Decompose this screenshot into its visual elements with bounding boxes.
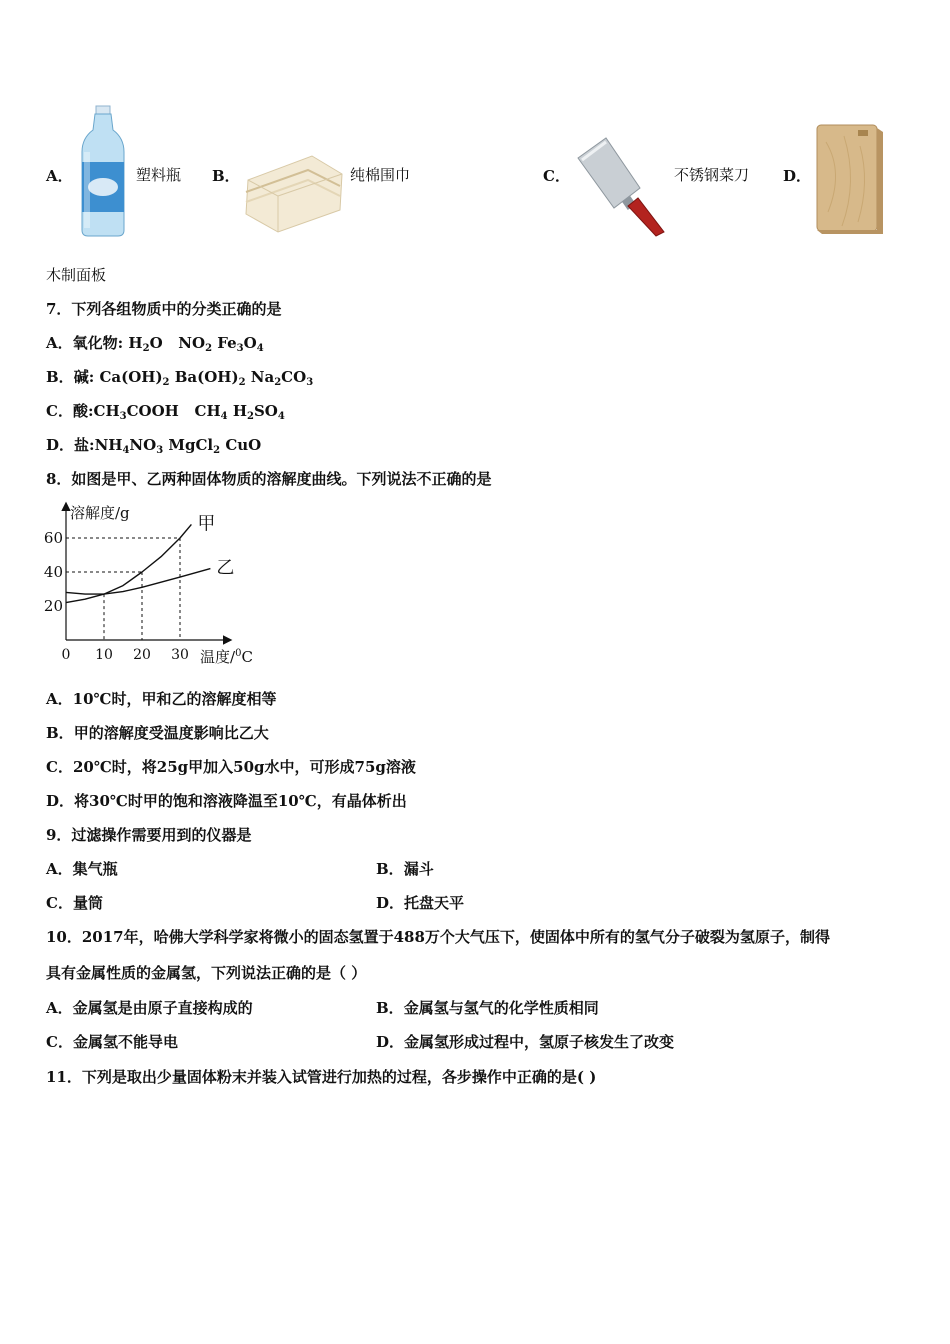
q9-option-b-letter: B． xyxy=(376,860,404,878)
q7-option-d: D．盐$:NH_4NO_3$ MgCl$_2$ CuO xyxy=(46,436,262,456)
q8-option-a-letter: A． xyxy=(46,690,73,708)
q10-option-b-letter: B． xyxy=(376,999,404,1017)
q10-option-a xyxy=(46,997,253,1018)
q6-option-d-letter: D． xyxy=(783,167,812,185)
chart-y-tick-label: 20 xyxy=(43,597,63,615)
q8-option-d-letter: D． xyxy=(46,792,75,810)
q8-stem: 8．如图是甲、乙两种固体物质的溶解度曲线。下列说法不正确的是 xyxy=(46,470,492,488)
q8-option-d-text: 将30℃时甲的饱和溶液降温至10℃，有晶体析出 xyxy=(74,792,407,810)
q7-option-a-letter: A． xyxy=(46,334,73,352)
q7-option-a: A．氧化物: $H_2O$ $NO_2$ $Fe_3O_4$ xyxy=(46,334,264,354)
q7-option-d-letter: D． xyxy=(46,436,75,454)
q6-option-b-label: 纯棉围巾 xyxy=(350,166,411,184)
q9-option-b-text: 漏斗 xyxy=(403,860,434,878)
q10-option-d-text: 金属氢形成过程中，氢原子核发生了改变 xyxy=(404,1033,675,1051)
q8-option-b-letter: B． xyxy=(46,724,74,742)
q6-option-a-label: 塑料瓶 xyxy=(136,166,182,184)
cotton-towel-icon xyxy=(242,150,346,236)
q6-option-d-label: 木制面板 xyxy=(46,266,107,284)
q10-option-b-text: 金属氢与氢气的化学性质相同 xyxy=(403,999,599,1017)
q9-option-c-text: 量筒 xyxy=(72,894,103,912)
q8-option-a-text: 10℃时，甲和乙的溶解度相等 xyxy=(72,690,277,708)
chart-x-tick-label: 30 xyxy=(171,647,189,663)
chart-series-label-1: 甲 xyxy=(197,513,216,535)
q9-option-d xyxy=(376,892,464,913)
q9-option-c xyxy=(46,892,103,913)
chart-x-tick-label: 0 xyxy=(61,647,71,663)
chart-y-tick-label: 60 xyxy=(43,529,63,547)
chart-x-label-text: 温度/ xyxy=(200,648,236,666)
q10-option-a-letter: A． xyxy=(46,999,73,1017)
q7-option-b-letter: B． xyxy=(46,368,74,386)
chart-x-tick-label: 10 xyxy=(95,647,113,663)
q7-option-c: C．酸$:CH_3COOH$ $CH_4$ $H_2SO_4$ xyxy=(46,402,285,422)
q9-option-c-letter: C． xyxy=(46,894,73,912)
q9-option-b xyxy=(376,858,434,879)
q6-option-c-letter: C． xyxy=(543,167,570,185)
q10-stem-line1: 10．2017年，哈佛大学科学家将微小的固态氢置于488万个大气压下，使固体中所有的氢气分子破裂为氢原子，制得 xyxy=(46,928,830,946)
chart-y-tick-label: 40 xyxy=(43,563,63,581)
kitchen-knife-icon xyxy=(574,136,666,238)
q7-option-b-category: 碱: xyxy=(73,368,100,386)
q7-option-a-category: 氧化物: xyxy=(72,334,129,352)
q7-option-c-letter: C． xyxy=(46,402,73,420)
q8-option-d xyxy=(46,790,407,811)
q7-option-b: B．碱: $Ca(OH)_2$ $Ba(OH)_2$ $Na_2CO_3$ xyxy=(46,368,314,388)
q6-option-c-label: 不锈钢菜刀 xyxy=(674,166,750,184)
plastic-bottle-icon xyxy=(78,104,128,238)
q10-option-d-letter: D． xyxy=(376,1033,405,1051)
q10-stem-line2: 具有金属性质的金属氢，下列说法正确的是（ ） xyxy=(46,964,367,982)
chart-x-label-sup: 0 xyxy=(235,648,242,659)
q8-option-b xyxy=(46,722,269,743)
q7-stem: 7．下列各组物质中的分类正确的是 xyxy=(46,300,282,318)
q6-option-b-letter: B． xyxy=(212,167,240,185)
q10-option-c xyxy=(46,1031,178,1052)
q10-option-b xyxy=(376,997,599,1018)
q6-option-a-letter: A． xyxy=(46,167,73,185)
q8-option-b-text: 甲的溶解度受温度影响比乙大 xyxy=(73,724,269,742)
q9-option-d-letter: D． xyxy=(376,894,405,912)
q7-option-d-category: 盐: xyxy=(74,436,95,454)
q8-option-a xyxy=(46,688,277,709)
q8-option-c xyxy=(46,756,416,777)
chart-x-label xyxy=(200,648,253,666)
wooden-board-icon xyxy=(814,122,886,238)
q8-option-c-letter: C． xyxy=(46,758,73,776)
q9-option-a xyxy=(46,858,118,879)
q10-option-c-text: 金属氢不能导电 xyxy=(72,1033,178,1051)
q10-option-c-letter: C． xyxy=(46,1033,73,1051)
q9-option-a-text: 集气瓶 xyxy=(72,860,118,878)
q8-option-c-text: 20℃时，将25g甲加入50g水中，可形成75g溶液 xyxy=(72,758,416,776)
q9-option-d-text: 托盘天平 xyxy=(404,894,465,912)
chart-series-label-2: 乙 xyxy=(216,557,235,579)
chart-x-tick-label: 20 xyxy=(133,647,151,663)
q11-stem: 11．下列是取出少量固体粉末并装入试管进行加热的过程，各步操作中正确的是( ) xyxy=(46,1068,597,1086)
q10-option-d xyxy=(376,1031,674,1052)
chart-y-label: 溶解度/g xyxy=(70,504,130,522)
solubility-chart xyxy=(40,500,280,672)
q9-stem: 9．过滤操作需要用到的仪器是 xyxy=(46,826,252,844)
q7-option-c-category: 酸: xyxy=(72,402,94,420)
q10-option-a-text: 金属氢是由原子直接构成的 xyxy=(72,999,253,1017)
chart-x-label-unit: C xyxy=(241,648,253,666)
q9-option-a-letter: A． xyxy=(46,860,73,878)
